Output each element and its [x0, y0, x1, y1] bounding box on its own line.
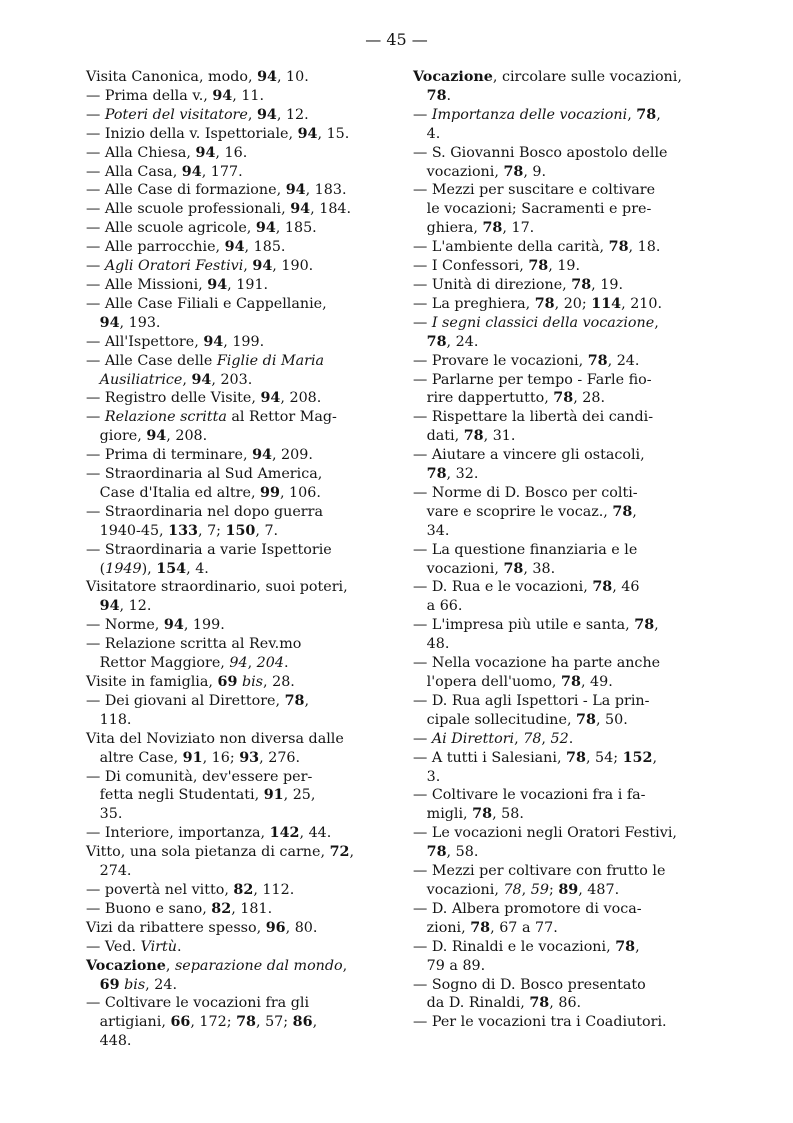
- index-entry-line: Visitatore straordinario, suoi poteri,: [86, 579, 348, 596]
- index-entry-line: 78.: [426, 87, 452, 104]
- index-entry-line: vare e scoprire le vocaz., 78,: [413, 503, 637, 520]
- index-entry-line: — Aiutare a vincere gli ostacoli,: [413, 447, 645, 464]
- index-entry-line: — La questione finanziaria e le: [413, 541, 638, 558]
- index-entry-line: — Prima di terminare, 94, 209.: [86, 447, 313, 464]
- index-entry-line: vocazioni, 78, 9.: [413, 163, 547, 180]
- index-entry-line: — Alle scuole professionali, 94, 184.: [86, 201, 352, 218]
- index-entry-line: — Coltivare le vocazioni fra gli: [86, 995, 310, 1012]
- index-entry-line: — Relazione scritta al Rev.mo: [86, 636, 302, 653]
- index-entry-line: fetta negli Studentati, 91, 25,: [86, 787, 316, 804]
- index-entry-line: Visita Canonica, modo, 94, 10.: [86, 69, 309, 85]
- index-entry-line: — Rispettare la libertà dei candi-: [413, 409, 654, 426]
- index-entry-line: Rettor Maggiore, 94, 204.: [86, 655, 289, 672]
- index-entry-line: migli, 78, 58.: [413, 806, 524, 823]
- index-entry-line: — Straordinaria nel dopo guerra: [86, 503, 323, 520]
- index-entry-line: 1940-45, 133, 7; 150, 7.: [86, 522, 279, 539]
- index-entry-line: — Straordinaria al Sud America,: [86, 466, 323, 483]
- index-entry-line: — Importanza delle vocazioni, 78,: [413, 106, 661, 123]
- index-entry-line: 448.: [86, 1033, 132, 1050]
- index-entry-line: 78, 32.: [426, 466, 479, 483]
- index-entry-line: artigiani, 66, 172; 78, 57; 86,: [86, 1014, 318, 1031]
- index-entry-line: vocazioni, 78, 59; 89, 487.: [413, 881, 620, 898]
- index-entry-line: 69 bis, 24.: [99, 976, 177, 993]
- index-entry-line: a 66.: [413, 598, 463, 615]
- index-entry-line: 94, 193.: [99, 314, 161, 331]
- index-entry-line: — Sogno di D. Bosco presentato: [413, 976, 646, 993]
- index-entry-line: — Prima della v., 94, 11.: [86, 87, 265, 104]
- index-entry-line: — Norme, 94, 199.: [86, 617, 225, 634]
- index-entry-line: — Dei giovani al Direttore, 78,: [86, 692, 310, 709]
- index-entry-line: — Mezzi per coltivare con frutto le: [413, 863, 666, 880]
- index-entry-line: — I segni classici della vocazione,: [413, 314, 659, 331]
- index-entry-line: — Alle Case Filiali e Cappellanie,: [86, 295, 327, 312]
- index-entry-line: — Provare le vocazioni, 78, 24.: [413, 352, 640, 369]
- index-entry-line: — L'ambiente della carità, 78, 18.: [413, 239, 661, 256]
- index-entry-line: ghiera, 78, 17.: [413, 220, 535, 237]
- index-entry-line: — Alla Chiesa, 94, 16.: [86, 144, 248, 161]
- index-entry-line: 79 a 89.: [413, 957, 486, 974]
- index-entry-line: — D. Albera promotore di voca-: [413, 900, 642, 917]
- index-entry-line: dati, 78, 31.: [413, 428, 516, 445]
- index-entry-line: — L'impresa più utile e santa, 78,: [413, 617, 659, 634]
- index-column-right: [413, 68, 713, 1032]
- index-entry-line: — I Confessori, 78, 19.: [413, 258, 581, 275]
- index-entry-line: Vocazione, separazione dal mondo,: [86, 957, 348, 974]
- index-entry-line: — Buono e sano, 82, 181.: [86, 900, 273, 917]
- index-entry-line: — Alla Casa, 94, 177.: [86, 163, 243, 180]
- index-entry-line: 48.: [413, 636, 450, 653]
- index-entry-line: Vocazione, circolare sulle vocazioni,: [413, 69, 682, 85]
- index-entry-line: 4.: [413, 125, 441, 142]
- index-entry-line: giore, 94, 208.: [86, 428, 208, 445]
- index-entry-line: — Le vocazioni negli Oratori Festivi,: [413, 825, 677, 842]
- index-entry-line: — Per le vocazioni tra i Coadiutori.: [413, 1014, 667, 1031]
- index-entry-line: — Ai Direttori, 78, 52.: [413, 730, 574, 747]
- index-entry-line: — Nella vocazione ha parte anche: [413, 655, 661, 672]
- index-entry-line: — A tutti i Salesiani, 78, 54; 152,: [413, 749, 657, 766]
- index-entry-line: — Alle scuole agricole, 94, 185.: [86, 220, 317, 237]
- index-entry-line: rire dappertutto, 78, 28.: [413, 390, 606, 407]
- index-entry-line: — D. Rua e le vocazioni, 78, 46: [413, 579, 640, 596]
- index-entry-line: — Norme di D. Bosco per colti-: [413, 484, 638, 501]
- index-entry-line: (1949), 154, 4.: [86, 560, 209, 577]
- index-entry-line: Case d'Italia ed altre, 99, 106.: [86, 484, 321, 501]
- index-entry-line: Vizi da ribattere spesso, 96, 80.: [86, 919, 318, 936]
- index-entry-line: — Alle Case delle Figlie di Maria: [86, 352, 325, 369]
- index-entry-line: — Inizio della v. Ispettoriale, 94, 15.: [86, 125, 350, 142]
- index-entry-line: Vita del Noviziato non diversa dalle: [86, 730, 344, 747]
- index-entry-line: — Unità di direzione, 78, 19.: [413, 276, 623, 293]
- index-entry-line: Vitto, una sola pietanza di carne, 72,: [86, 844, 355, 861]
- index-entry-line: — Alle Case di formazione, 94, 183.: [86, 182, 347, 199]
- index-entry-line: 78, 58.: [426, 844, 479, 861]
- index-entry-line: — Agli Oratori Festivi, 94, 190.: [86, 258, 314, 275]
- index-entry-line: — D. Rua agli Ispettori - La prin-: [413, 692, 650, 709]
- index-entry-line: — La preghiera, 78, 20; 114, 210.: [413, 295, 663, 312]
- index-entry-line: 118.: [86, 711, 132, 728]
- page-number: — 45 —: [365, 30, 428, 49]
- index-entry-line: — S. Giovanni Bosco apostolo delle: [413, 144, 668, 161]
- index-entry-line: 35.: [86, 806, 123, 823]
- index-entry-line: zioni, 78, 67 a 77.: [413, 919, 558, 936]
- index-entry-line: — Mezzi per suscitare e coltivare: [413, 182, 656, 199]
- index-entry-line: 34.: [413, 522, 450, 539]
- index-entry-line: 94, 12.: [99, 598, 152, 615]
- index-entry-line: — D. Rinaldi e le vocazioni, 78,: [413, 938, 640, 955]
- index-entry-line: — Parlarne per tempo - Farle fio-: [413, 371, 652, 388]
- index-entry-line: — Coltivare le vocazioni fra i fa-: [413, 787, 646, 804]
- index-entry-line: — Interiore, importanza, 142, 44.: [86, 825, 332, 842]
- index-entry-line: — Poteri del visitatore, 94, 12.: [86, 106, 309, 123]
- index-entry-line: Visite in famiglia, 69 bis, 28.: [86, 674, 295, 690]
- index-entry-line: le vocazioni; Sacramenti e pre-: [413, 201, 652, 218]
- index-entry-line: altre Case, 91, 16; 93, 276.: [86, 749, 301, 766]
- index-entry-line: — Alle parrocchie, 94, 185.: [86, 239, 286, 256]
- index-entry-line: 78, 24.: [426, 333, 479, 350]
- index-entry-line: — Ved. Virtù.: [86, 938, 182, 955]
- index-entry-line: vocazioni, 78, 38.: [413, 560, 556, 577]
- index-entry-line: — Alle Missioni, 94, 191.: [86, 276, 269, 293]
- index-entry-line: — povertà nel vitto, 82, 112.: [86, 881, 295, 898]
- index-entry-line: 3.: [413, 768, 441, 785]
- index-entry-line: da D. Rinaldi, 78, 86.: [413, 995, 582, 1012]
- index-column-left: [86, 68, 390, 1051]
- index-entry-line: cipale sollecitudine, 78, 50.: [413, 711, 628, 728]
- index-entry-line: 274.: [86, 863, 132, 880]
- index-entry-line: Ausiliatrice, 94, 203.: [99, 371, 253, 388]
- index-entry-line: — Di comunità, dev'essere per-: [86, 768, 313, 785]
- index-entry-line: l'opera dell'uomo, 78, 49.: [413, 674, 613, 690]
- index-entry-line: — Registro delle Visite, 94, 208.: [86, 390, 322, 407]
- index-entry-line: — Straordinaria a varie Ispettorie: [86, 541, 332, 558]
- index-entry-line: — All'Ispettore, 94, 199.: [86, 333, 265, 350]
- index-entry-line: — Relazione scritta al Rettor Mag-: [86, 409, 337, 426]
